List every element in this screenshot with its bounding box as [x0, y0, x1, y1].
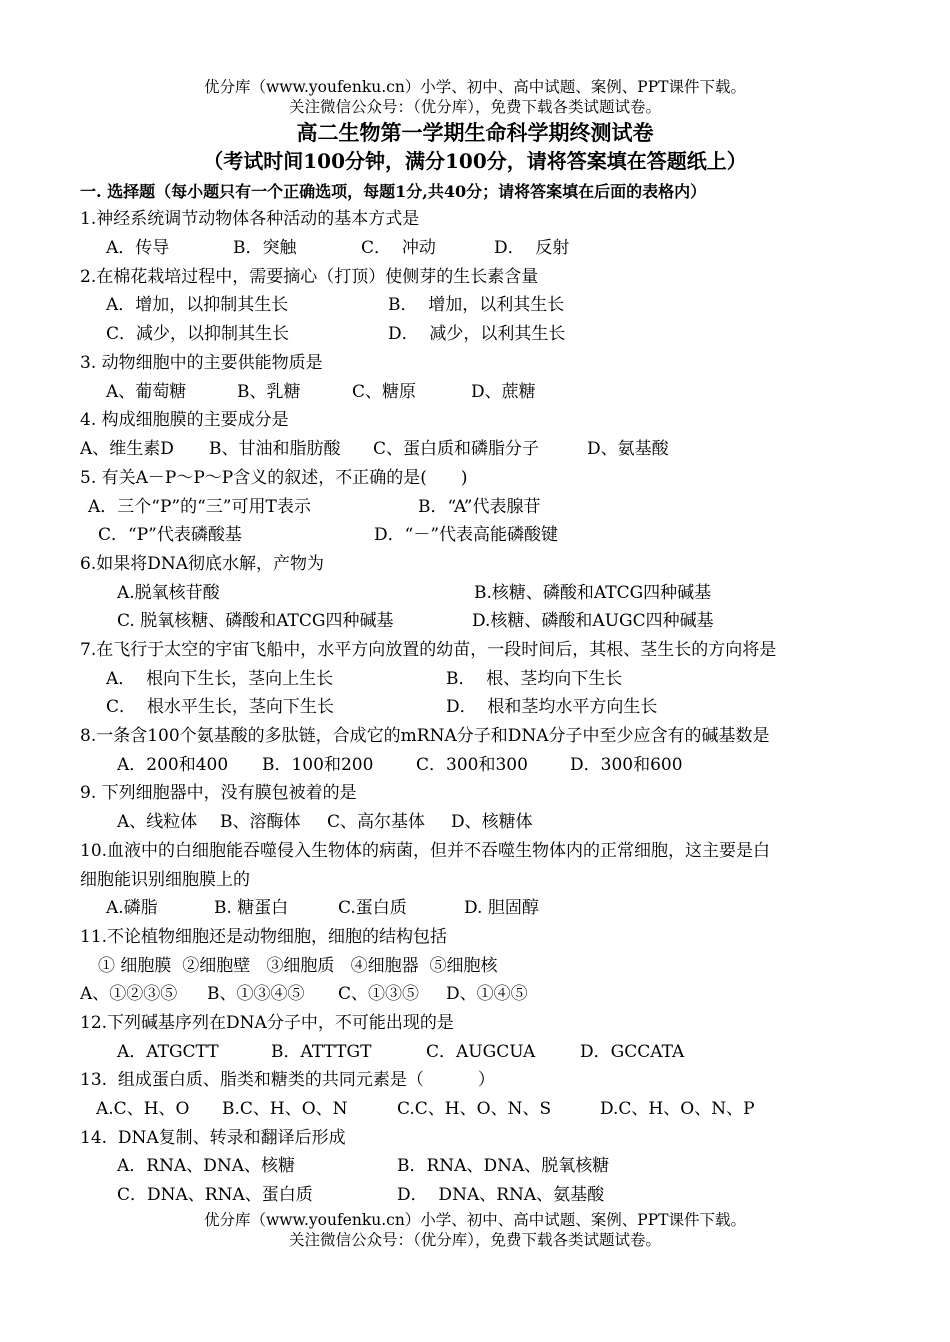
question-1-option-c: C． 冲动	[361, 238, 436, 258]
question-11-option-a: A、①②③⑤	[80, 984, 178, 1004]
question-6-option-a: A.脱氧核苷酸	[117, 583, 220, 603]
question-6-option-d: D.核糖、磷酸和AUGC四种碱基	[472, 611, 714, 631]
question-8-option-a: A．200和400	[117, 755, 229, 775]
question-2-option-d: D． 减少，以利其生长	[388, 324, 566, 344]
question-9-stem: 9. 下列细胞器中，没有膜包被着的是	[80, 783, 357, 803]
question-11-items: ① 细胞膜 ②细胞壁 ③细胞质 ④细胞器 ⑤细胞核	[98, 956, 498, 976]
page-title: 高二生物第一学期生命科学期终测试卷	[296, 120, 654, 145]
question-9-option-a: A、线粒体	[117, 812, 198, 832]
question-10-option-c: C.蛋白质	[338, 898, 407, 918]
question-7-option-b: B． 根、茎均向下生长	[446, 669, 623, 689]
question-12-option-a: A．ATGCTT	[117, 1042, 219, 1062]
footer-line-2: 关注微信公众号：（优分库），免费下载各类试题试卷。	[288, 1231, 661, 1249]
question-9-option-b: B、溶酶体	[220, 812, 301, 832]
question-14-stem: 14. DNA复制、转录和翻译后形成	[80, 1128, 346, 1148]
question-5-option-c: C．“P”代表磷酸基	[98, 525, 242, 545]
question-13-option-d: D.C、H、O、N、P	[600, 1099, 755, 1119]
question-6-stem: 6.如果将DNA彻底水解，产物为	[80, 554, 325, 574]
question-12-option-c: C．AUGCUA	[426, 1042, 536, 1062]
question-11-option-d: D、①④⑤	[446, 984, 528, 1004]
footer-line-1: 优分库（www.youfenku.cn）小学、初中、高中试题、案例、PPT课件下载。	[203, 1211, 747, 1229]
header-line-2: 关注微信公众号：（优分库），免费下载各类试题试卷。	[288, 98, 661, 116]
question-4-option-c: C、蛋白质和磷脂分子	[373, 439, 540, 459]
question-12-option-d: D．GCCATA	[580, 1042, 685, 1062]
question-4-option-a: A、维生素D	[80, 439, 174, 459]
question-2-stem: 2.在棉花栽培过程中，需要摘心（打顶）使侧芽的生长素含量	[80, 267, 539, 287]
question-6-option-b: B.核糖、磷酸和ATCG四种碱基	[474, 583, 712, 603]
question-7-option-c: C． 根水平生长，茎向下生长	[106, 697, 334, 717]
question-1-stem: 1.神经系统调节动物体各种活动的基本方式是	[80, 209, 420, 229]
question-10-option-d: D. 胆固醇	[464, 898, 539, 918]
question-5-stem: 5. 有关A－P～P～P含义的叙述，不正确的是( )	[80, 468, 468, 488]
question-8-option-d: D．300和600	[570, 755, 683, 775]
question-9-option-c: C、高尔基体	[327, 812, 426, 832]
question-5-option-d: D．“－”代表高能磷酸键	[374, 525, 559, 545]
header-line-1: 优分库（www.youfenku.cn）小学、初中、高中试题、案例、PPT课件下载。	[203, 78, 747, 96]
question-2-option-c: C．减少，以抑制其生长	[106, 324, 290, 344]
question-1-option-d: D． 反射	[494, 238, 570, 258]
question-7-option-a: A． 根向下生长，茎向上生长	[106, 669, 334, 689]
question-1-option-a: A．传导	[106, 238, 170, 258]
question-13-option-b: B.C、H、O、N	[222, 1099, 348, 1119]
question-12-option-b: B．ATTTGT	[271, 1042, 372, 1062]
question-3-stem: 3. 动物细胞中的主要供能物质是	[80, 353, 323, 373]
question-4-stem: 4. 构成细胞膜的主要成分是	[80, 410, 289, 430]
question-4-option-b: B、甘油和脂肪酸	[209, 439, 341, 459]
question-10-option-a: A.磷脂	[106, 898, 158, 918]
question-14-option-a: A．RNA、DNA、核糖	[117, 1156, 296, 1176]
question-5-option-a: A．三个“P”的“三”可用T表示	[88, 497, 311, 517]
question-3-option-b: B、乳糖	[237, 382, 301, 402]
question-11-option-b: B、①③④⑤	[207, 984, 305, 1004]
question-10-stem-line-1: 10.血液中的白细胞能吞噬侵入生物体的病菌，但并不吞噬生物体内的正常细胞，这主要是白	[80, 841, 771, 861]
question-14-option-d: D． DNA、RNA、氨基酸	[397, 1185, 605, 1205]
question-3-option-c: C、糖原	[352, 382, 417, 402]
question-8-stem: 8.一条含100个氨基酸的多肽链，合成它的mRNA分子和DNA分子中至少应含有的碱基数是	[80, 726, 770, 746]
question-8-option-b: B．100和200	[262, 755, 374, 775]
question-13-option-a: A.C、H、O	[96, 1099, 190, 1119]
question-13-stem: 13. 组成蛋白质、脂类和糖类的共同元素是（ ）	[80, 1070, 495, 1090]
question-11-option-c: C、①③⑤	[338, 984, 420, 1004]
question-2-option-a: A．增加，以抑制其生长	[106, 295, 289, 315]
question-3-option-d: D、蔗糖	[471, 382, 536, 402]
question-14-option-c: C．DNA、RNA、蛋白质	[117, 1185, 313, 1205]
question-6-option-c: C. 脱氧核糖、磷酸和ATCG四种碱基	[117, 611, 394, 631]
question-10-stem-line-2: 细胞能识别细胞膜上的	[80, 870, 250, 890]
section-heading: 一. 选择题（每小题只有一个正确选项，每题1分,共40分；请将答案填在后面的表格内）	[80, 182, 707, 201]
question-5-option-b: B．“A”代表腺苷	[418, 497, 541, 517]
question-13-option-c: C.C、H、O、N、S	[397, 1099, 552, 1119]
question-1-option-b: B．突触	[233, 238, 297, 258]
question-3-option-a: A、葡萄糖	[106, 382, 187, 402]
question-8-option-c: C．300和300	[416, 755, 528, 775]
question-12-stem: 12.下列碱基序列在DNA分子中，不可能出现的是	[80, 1013, 454, 1033]
question-10-option-b: B. 糖蛋白	[214, 898, 289, 918]
page-subtitle: （考试时间100分钟，满分100分，请将答案填在答题纸上）	[203, 149, 747, 173]
question-7-stem: 7.在飞行于太空的宇宙飞船中，水平方向放置的幼苗，一段时间后，其根、茎生长的方向将是	[80, 640, 777, 660]
question-7-option-d: D． 根和茎均水平方向生长	[446, 697, 658, 717]
question-11-stem: 11.不论植物细胞还是动物细胞，细胞的结构包括	[80, 927, 448, 947]
question-14-option-b: B．RNA、DNA、脱氧核糖	[397, 1156, 610, 1176]
question-2-option-b: B． 增加，以利其生长	[388, 295, 565, 315]
question-9-option-d: D、核糖体	[451, 812, 533, 832]
question-4-option-d: D、氨基酸	[587, 439, 669, 459]
